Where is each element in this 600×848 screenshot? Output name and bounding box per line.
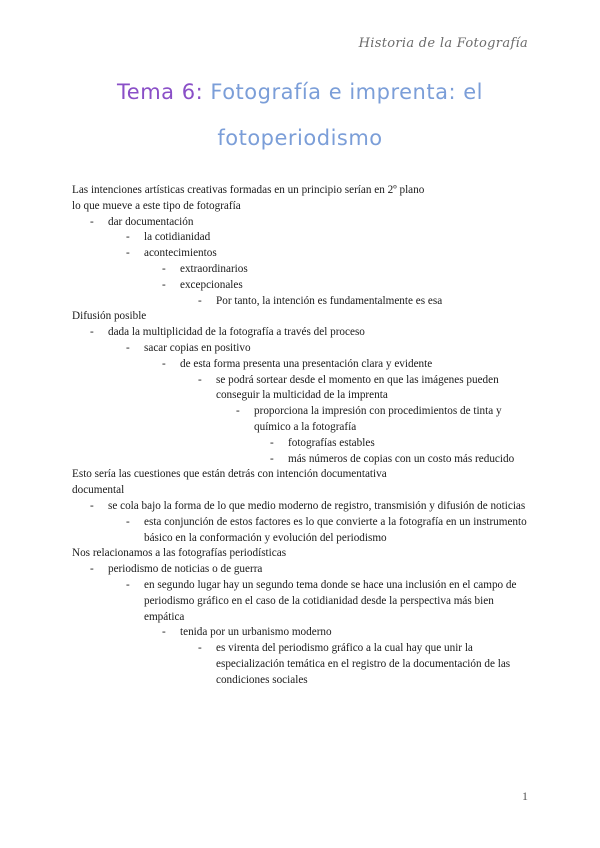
list-item: - excepcionales [72,278,532,294]
title-text: Fotografía e imprenta: el [210,80,483,104]
list-item: - proporciona la impresión con procedimientos de tinta y químico a la fotografía [72,404,532,436]
list-item: - es virenta del periodismo gráfico a la cual hay que unir la especialización temática en el registro de la documentación de las condiciones sociales [72,641,532,688]
paragraph: Esto sería las cuestiones que están detrás con intención documentativa [72,468,387,481]
list-item: - la cotidianidad [72,230,532,246]
document-header: Historia de la Fotografía [358,36,528,51]
notes-body [72,183,532,689]
list-item: - dar documentación [72,215,532,231]
list-item: - periodismo de noticias o de guerra [72,562,532,578]
list-item: - sacar copias en positivo [72,341,532,357]
page-number: 1 [522,789,528,803]
paragraph: Las intenciones artísticas creativas formadas en un principio serían en 2º plano [72,184,425,196]
list-item: - Por tanto, la intención es fundamentalmente es esa [72,294,532,310]
list-item: - extraordinarios [72,262,532,278]
list-item: - en segundo lugar hay un segundo tema donde se hace una inclusión en el campo de periodismo gráfico en el caso de la cotidianidad desde la perspectiva más bien empática [72,578,532,625]
page-title-line-2: fotoperiodismo [217,126,383,150]
list-item: - esta conjunción de estos factores es lo que convierte a la fotografía en un instrumento básico en la conformación y evolución del periodismo [72,515,532,547]
list-item: - se cola bajo la forma de lo que medio moderno de registro, transmisión y difusión de noticias [72,499,532,515]
list-item: - de esta forma presenta una presentación clara y evidente [72,357,532,373]
page-title-line-1 [0,80,600,104]
list-item: - acontecimientos [72,246,532,262]
paragraph: Nos relacionamos a las fotografías periodísticas [72,547,287,560]
topic-label: Tema 6: [117,80,204,104]
list-item: - fotografías estables [72,436,532,452]
paragraph: Difusión posible [72,310,147,323]
paragraph: lo que mueve a este tipo de fotografía [72,199,241,212]
list-item: - se podrá sortear desde el momento en que las imágenes pueden conseguir la multicidad de la imprenta [72,373,532,405]
list-item: - más números de copias con un costo más reducido [72,452,532,468]
list-item: - tenida por un urbanismo moderno [72,625,532,641]
list-item: - dada la multiplicidad de la fotografía a través del proceso [72,325,532,341]
paragraph: documental [72,484,125,497]
